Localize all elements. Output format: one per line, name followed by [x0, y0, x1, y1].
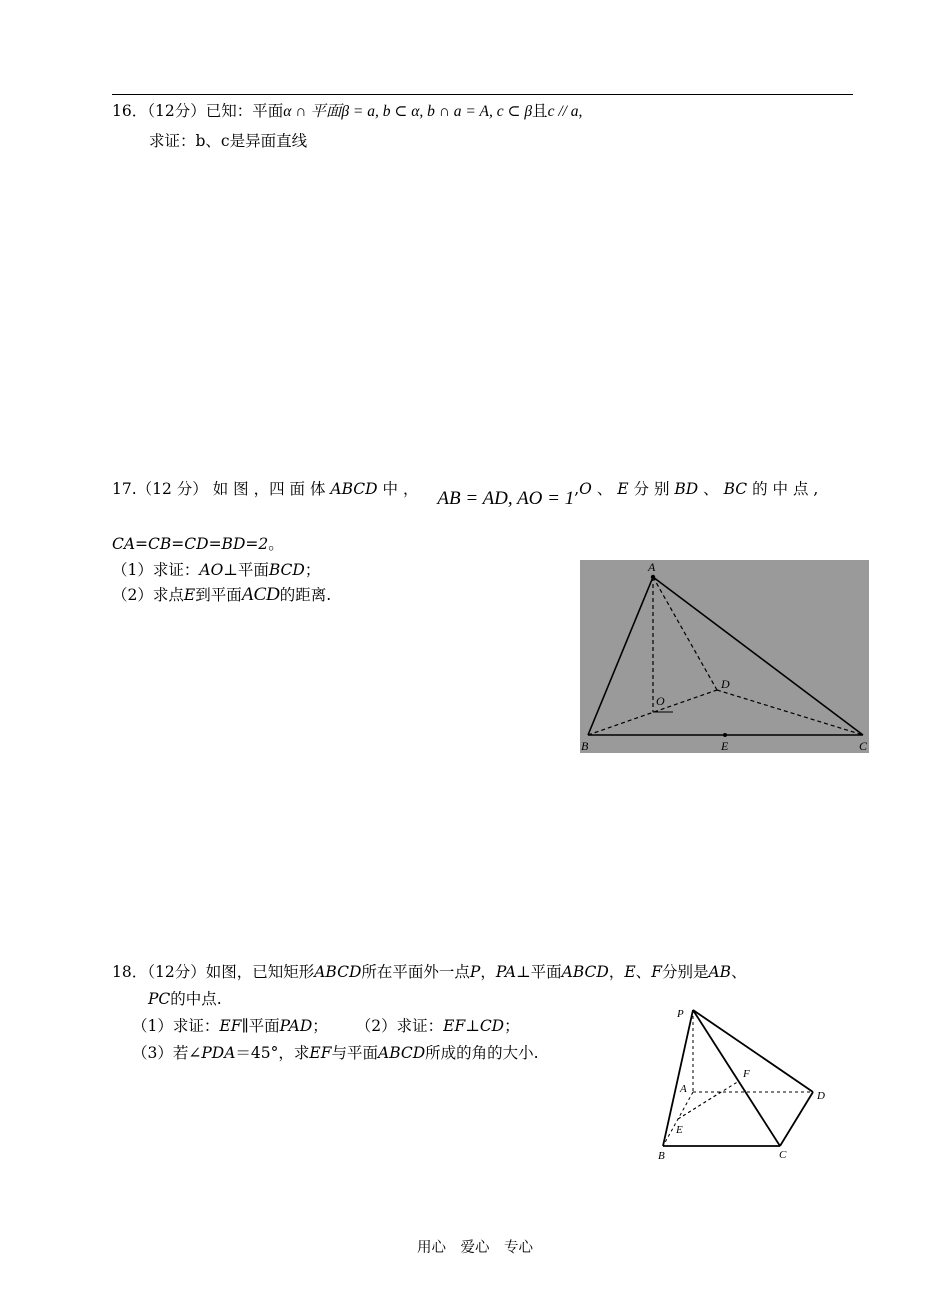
q18-score: （12分） [147, 963, 206, 981]
header-rule [112, 94, 853, 95]
q17-part1-ao: AO [199, 561, 224, 579]
q17-mid: 中 ， [382, 480, 419, 498]
q18-p3-mid: ＝45°，求 [235, 1044, 310, 1062]
q17-condition-2: CA=CB=CD=BD=2 [112, 535, 269, 553]
q16-statement [112, 100, 582, 123]
q16-number: 16． [112, 102, 148, 120]
q17-midpoints: 的 中 点 , [752, 480, 819, 498]
q17-bd: BD [674, 480, 699, 498]
label-e: E [721, 739, 729, 753]
q18-p2-ef: EF [443, 1017, 466, 1035]
segment-e-helper [678, 1092, 721, 1119]
edge-cd [780, 1092, 813, 1146]
pyramid-figure [655, 1003, 835, 1163]
q17-score: （12 分） [136, 480, 208, 498]
label-d: D [721, 677, 730, 691]
q18-p3-mid2: 与平面 [331, 1044, 378, 1062]
q18-t6: 分别是 [661, 963, 709, 981]
q18-t1: 所在平面外一点 [361, 963, 470, 981]
q17-sep1: 、 [596, 480, 613, 498]
q18-number: 18． [112, 963, 148, 981]
q17-part1-mid: ⊥平面 [223, 561, 269, 579]
q17-bc: BC [723, 480, 748, 498]
q17-fenbie: 分 别 [633, 480, 670, 498]
point-e [723, 733, 727, 737]
q18-p2-pre: （2）求证： [355, 1017, 444, 1035]
q16-prove: 求证：b、c是异面直线 [149, 132, 308, 150]
q17-part1-end: ； [304, 561, 321, 579]
q18-p1-mid: ∥平面 [241, 1017, 280, 1035]
q18-statement-cont [148, 988, 222, 1010]
q18-ab: AB [708, 963, 732, 981]
tetrahedron-figure [580, 560, 869, 753]
q16-score: （12分） [147, 102, 206, 120]
q18-p1-ef: EF [219, 1017, 242, 1035]
label-a: A [648, 560, 656, 574]
q18-p2-end: ； [504, 1017, 520, 1035]
label-d: D [817, 1090, 825, 1102]
q17-condition-2-end: 。 [268, 535, 284, 553]
q16-and: 且 [532, 102, 548, 120]
q17-lead: 如 图 ，四 面 体 [212, 480, 326, 498]
q17-part2-pre: （2）求点 [112, 586, 184, 604]
q17-part1 [112, 559, 320, 581]
q18-p1-end: ； [312, 1017, 328, 1035]
label-f: F [743, 1068, 750, 1080]
q18-part3 [132, 1042, 539, 1064]
q16-condition-2: c // a, [547, 103, 583, 120]
q17-statement [112, 478, 857, 509]
q17-part2 [112, 584, 331, 606]
q17-part1-pre: （1）求证： [112, 561, 200, 579]
q18-abcd: ABCD [314, 963, 362, 981]
label-b: B [658, 1150, 665, 1162]
q17-abcd: ABCD [330, 480, 378, 498]
q17-condition-line [112, 533, 284, 555]
q17-sep2: 、 [703, 480, 719, 498]
label-a: A [680, 1083, 687, 1095]
q17-number: 17. [112, 480, 137, 498]
label-b: B [581, 739, 589, 753]
label-e: E [676, 1124, 683, 1136]
page-footer: 用心 爱心 专心 [417, 1240, 533, 1256]
q17-comma: , [574, 480, 580, 498]
q18-statement [112, 961, 747, 983]
q18-abcd-2: ABCD [561, 963, 609, 981]
q18-t8: 的中点. [170, 990, 222, 1008]
edge-pc [693, 1010, 780, 1146]
label-o: O [656, 694, 665, 708]
q18-p3-pda: PDA [201, 1044, 236, 1062]
q18-p: P [469, 963, 481, 981]
q17-part1-bcd: BCD [268, 561, 305, 579]
q16-condition: α ∩ 平面β = a, b ⊂ α, b ∩ a = A, c ⊂ β [283, 103, 533, 120]
q17-part2-acd: ACD [241, 584, 280, 605]
q18-p2-mid: ⊥ [465, 1017, 480, 1035]
q18-p3-ef: EF [309, 1044, 332, 1062]
q17-part2-mid: 到平面 [195, 586, 242, 604]
q18-f: F [651, 963, 662, 981]
q17-e: E [617, 480, 629, 498]
q17-o: O [579, 480, 592, 498]
q18-t4: ， [608, 963, 625, 981]
q18-p3-pre: （3）若∠ [132, 1044, 202, 1062]
q18-e: E [624, 963, 636, 981]
q18-lead: 如图，已知矩形 [205, 963, 315, 981]
q18-p3-end: 所成的角的大小. [425, 1044, 539, 1062]
q17-condition: AB = AD, AO = 1 [437, 488, 575, 509]
label-c: C [779, 1149, 787, 1161]
q17-part2-e: E [183, 586, 196, 604]
edge-pd [693, 1010, 813, 1092]
q18-t7: 、 [731, 963, 747, 981]
q18-p1-pre: （1）求证： [132, 1017, 220, 1035]
q18-t3: ⊥平面 [516, 963, 562, 981]
q18-p3-abcd: ABCD [378, 1044, 426, 1062]
q18-p1-pad: PAD [279, 1017, 313, 1035]
q18-pc: PC [148, 990, 171, 1008]
q17-part2-end: 的距离. [279, 586, 332, 604]
q18-pa: PA [495, 963, 517, 981]
label-c: C [859, 739, 868, 753]
q18-p2-cd: CD [479, 1017, 505, 1035]
q16-lead: 已知：平面 [205, 102, 284, 120]
point-a [651, 575, 655, 579]
label-p: P [677, 1008, 684, 1020]
segment-ef [678, 1081, 739, 1119]
q18-parts-1-2 [132, 1015, 520, 1037]
q18-t2: ， [480, 963, 496, 981]
q18-t5: 、 [635, 963, 652, 981]
